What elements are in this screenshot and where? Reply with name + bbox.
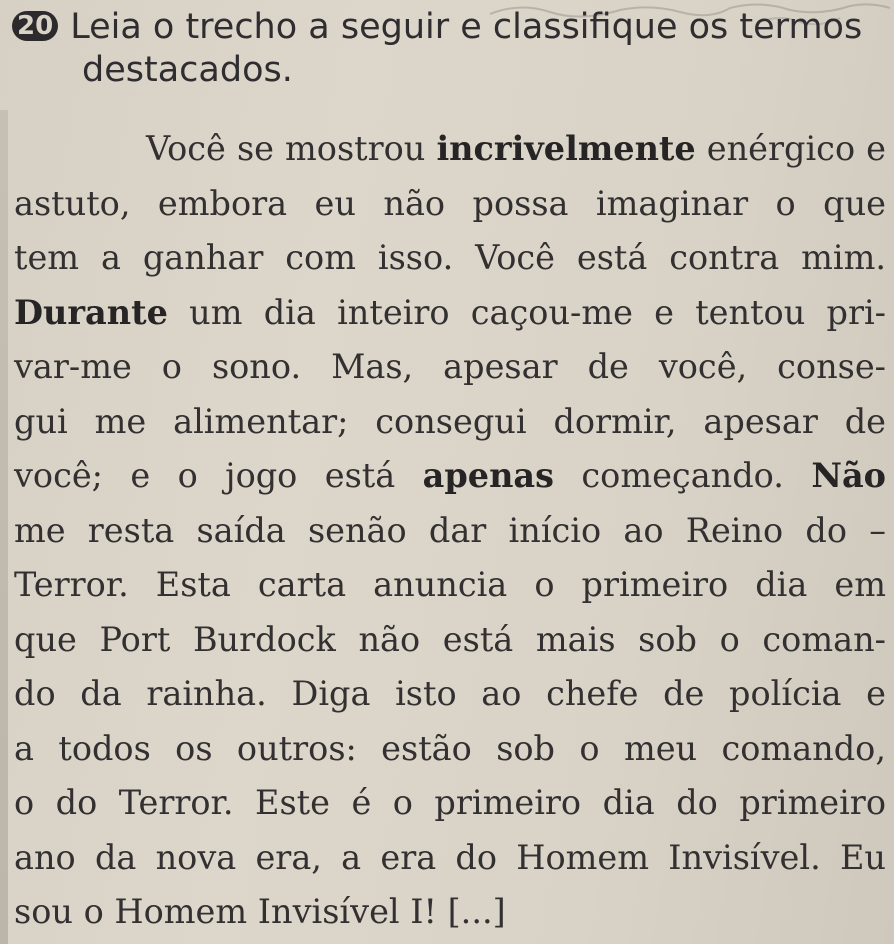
- instruction-line-1: Leia o trecho a seguir e classifique os termos: [70, 7, 863, 47]
- question-number-badge: 20: [12, 11, 58, 41]
- passage-fragment: você; e o jogo está: [14, 456, 423, 495]
- passage-line: [14, 613, 886, 668]
- passage-line: [14, 395, 886, 450]
- page-margin-shadow: [0, 110, 8, 944]
- passage-fragment: enérgico e: [695, 129, 887, 168]
- passage-fragment: me resta saída senão dar início ao Reino do –: [14, 510, 886, 550]
- question-header: [12, 6, 882, 92]
- passage-text: [14, 122, 886, 940]
- passage-fragment: gui me alimentar; consegui dormir, apesar de: [14, 401, 886, 441]
- passage-line: [14, 831, 886, 886]
- passage-line: [14, 722, 886, 777]
- passage-fragment: var-me o sono. Mas, apesar de você, conse-: [14, 347, 886, 386]
- highlighted-term: Não: [811, 456, 886, 495]
- passage-fragment: que Port Burdock não está mais sob o coman-: [14, 619, 886, 659]
- instruction-line-2: destacados.: [82, 50, 293, 90]
- passage-line: [14, 449, 886, 504]
- passage-fragment: começando.: [554, 456, 812, 495]
- passage-fragment: sou o Homem Invisível I! [...]: [14, 892, 506, 931]
- passage-line: [14, 558, 886, 613]
- passage-line: [14, 340, 886, 395]
- passage-line: [14, 504, 886, 559]
- highlighted-term: Durante: [14, 292, 168, 332]
- passage-line: [14, 177, 886, 232]
- passage-line: [14, 885, 886, 940]
- passage-fragment: Você se mostrou: [146, 129, 437, 168]
- highlighted-term: incrivelmente: [436, 129, 696, 168]
- passage-fragment: ano da nova era, a era do Homem Invisível. Eu: [14, 837, 886, 877]
- passage-fragment: Terror. Esta carta anuncia o primeiro dia em: [14, 565, 886, 604]
- passage-line: [14, 231, 886, 286]
- passage-line: [14, 286, 886, 341]
- passage-fragment: do da rainha. Diga isto ao chefe de polícia e: [14, 674, 886, 713]
- passage-line: [14, 122, 886, 177]
- highlighted-term: apenas: [422, 456, 554, 495]
- passage-line: [14, 667, 886, 722]
- passage-line: [14, 776, 886, 831]
- passage-fragment: astuto, embora eu não possa imaginar o que: [14, 183, 886, 223]
- passage-fragment: tem a ganhar com isso. Você está contra mim.: [14, 238, 886, 277]
- passage-fragment: o do Terror. Este é o primeiro dia do primeiro: [14, 783, 886, 822]
- passage-fragment: um dia inteiro caçou-me e tentou pri-: [167, 292, 886, 332]
- passage-fragment: a todos os outros: estão sob o meu comando,: [14, 728, 886, 768]
